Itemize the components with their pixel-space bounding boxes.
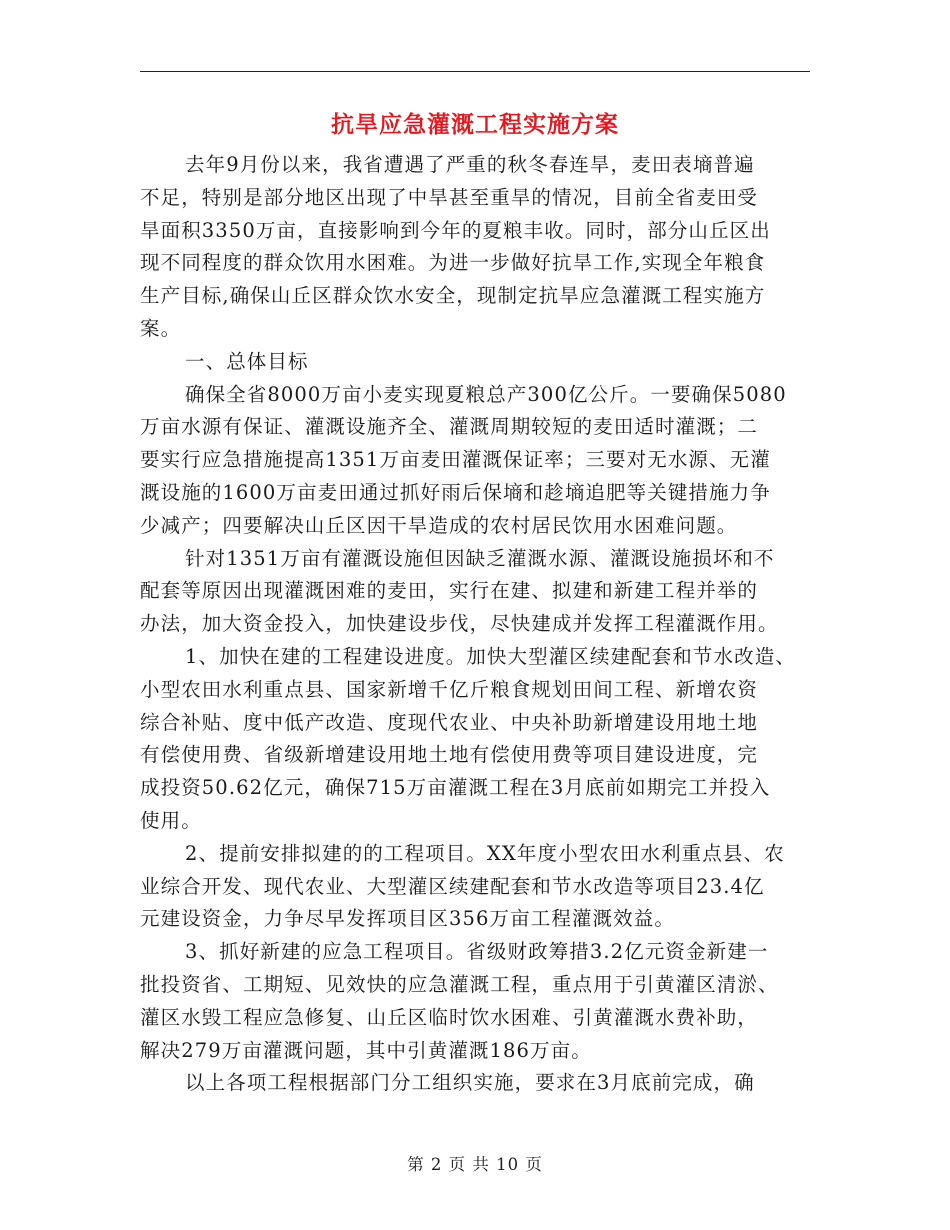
body-line: 少减产；四要解决山丘区因干旱造成的农村居民饮用水困难问题。 (140, 513, 738, 537)
body-line: 去年9月份以来，我省遭遇了严重的秋冬春连旱，麦田表墒普遍 (185, 153, 755, 176)
body-line: 解决279万亩灌溉问题，其中引黄灌溉186万亩。 (140, 1038, 592, 1062)
body-line: 万亩水源有保证、灌溉设施齐全、灌溉周期较短的麦田适时灌溉；二 (140, 415, 759, 439)
body-line: 要实行应急措施提高1351万亩麦田灌溉保证率；三要对无水源、无灌 (140, 448, 771, 472)
body-line: 不足，特别是部分地区出现了中旱甚至重旱的情况，目前全省麦田受 (140, 185, 759, 209)
body-line: 综合补贴、度中低产改造、度现代农业、中央补助新增建设用地土地 (140, 710, 759, 734)
section-heading: 一、总体目标 (185, 349, 309, 373)
body-line: 灌区水毁工程应急修复、山丘区临时饮水困难、引黄灌溉水费补助， (140, 1005, 759, 1029)
body-line: 以上各项工程根据部门分工组织实施，要求在3月底前完成，确 (185, 1071, 755, 1095)
body-line: 案。 (140, 316, 182, 340)
body-line: 成投资50.62亿元，确保715万亩灌溉工程在3月底前如期完工并投入 (140, 776, 771, 800)
body-line: 旱面积3350万亩，直接影响到今年的夏粮丰收。同时，部分山丘区出 (140, 218, 771, 242)
body-line: 业综合开发、现代农业、大型灌区续建配套和节水改造等项目23.4亿 (140, 874, 765, 898)
document-title: 抗旱应急灌溉工程实施方案 (331, 111, 619, 138)
body-line: 溉设施的1600万亩麦田通过抓好雨后保墒和趁墒追肥等关键措施力争 (140, 480, 771, 504)
body-line: 现不同程度的群众饮用水困难。为进一步做好抗旱工作,实现全年粮食 (140, 251, 766, 275)
body-line: 1、加快在建的工程建设进度。加快大型灌区续建配套和节水改造、 (185, 644, 796, 668)
body-line: 有偿使用费、省级新增建设用地土地有偿使用费等项目建设进度，完 (140, 743, 759, 767)
body-line: 生产目标,确保山丘区群众饮水安全，现制定抗旱应急灌溉工程实施方 (140, 284, 766, 308)
body-line: 使用。 (140, 808, 202, 832)
body-line: 配套等原因出现灌溉困难的麦田，实行在建、拟建和新建工程并举的 (140, 579, 759, 603)
body-line: 办法，加大资金投入，加快建设步伐，尽快建成并发挥工程灌溉作用。 (140, 612, 779, 636)
body-line: 小型农田水利重点县、国家新增千亿斤粮食规划田间工程、新增农资 (140, 677, 759, 701)
body-line: 元建设资金，力争尽早发挥项目区356万亩工程灌溉效益。 (140, 907, 675, 931)
body-line: 确保全省8000万亩小麦实现夏粮总产300亿公斤。一要确保5080 (185, 382, 787, 406)
header-rule (140, 71, 810, 72)
body-line: 2、提前安排拟建的的工程项目。XX年度小型农田水利重点县、农 (185, 841, 785, 865)
document-body (140, 149, 810, 1100)
page-footer: 第 2 页 共 10 页 (407, 1155, 543, 1174)
body-line: 批投资省、工期短、见效快的应急灌溉工程，重点用于引黄灌区清淤、 (140, 972, 779, 996)
body-line: 3、抓好新建的应急工程项目。省级财政筹措3.2亿元资金新建一 (185, 940, 769, 964)
body-line: 针对1351万亩有灌溉设施但因缺乏灌溉水源、灌溉设施损坏和不 (185, 546, 775, 570)
